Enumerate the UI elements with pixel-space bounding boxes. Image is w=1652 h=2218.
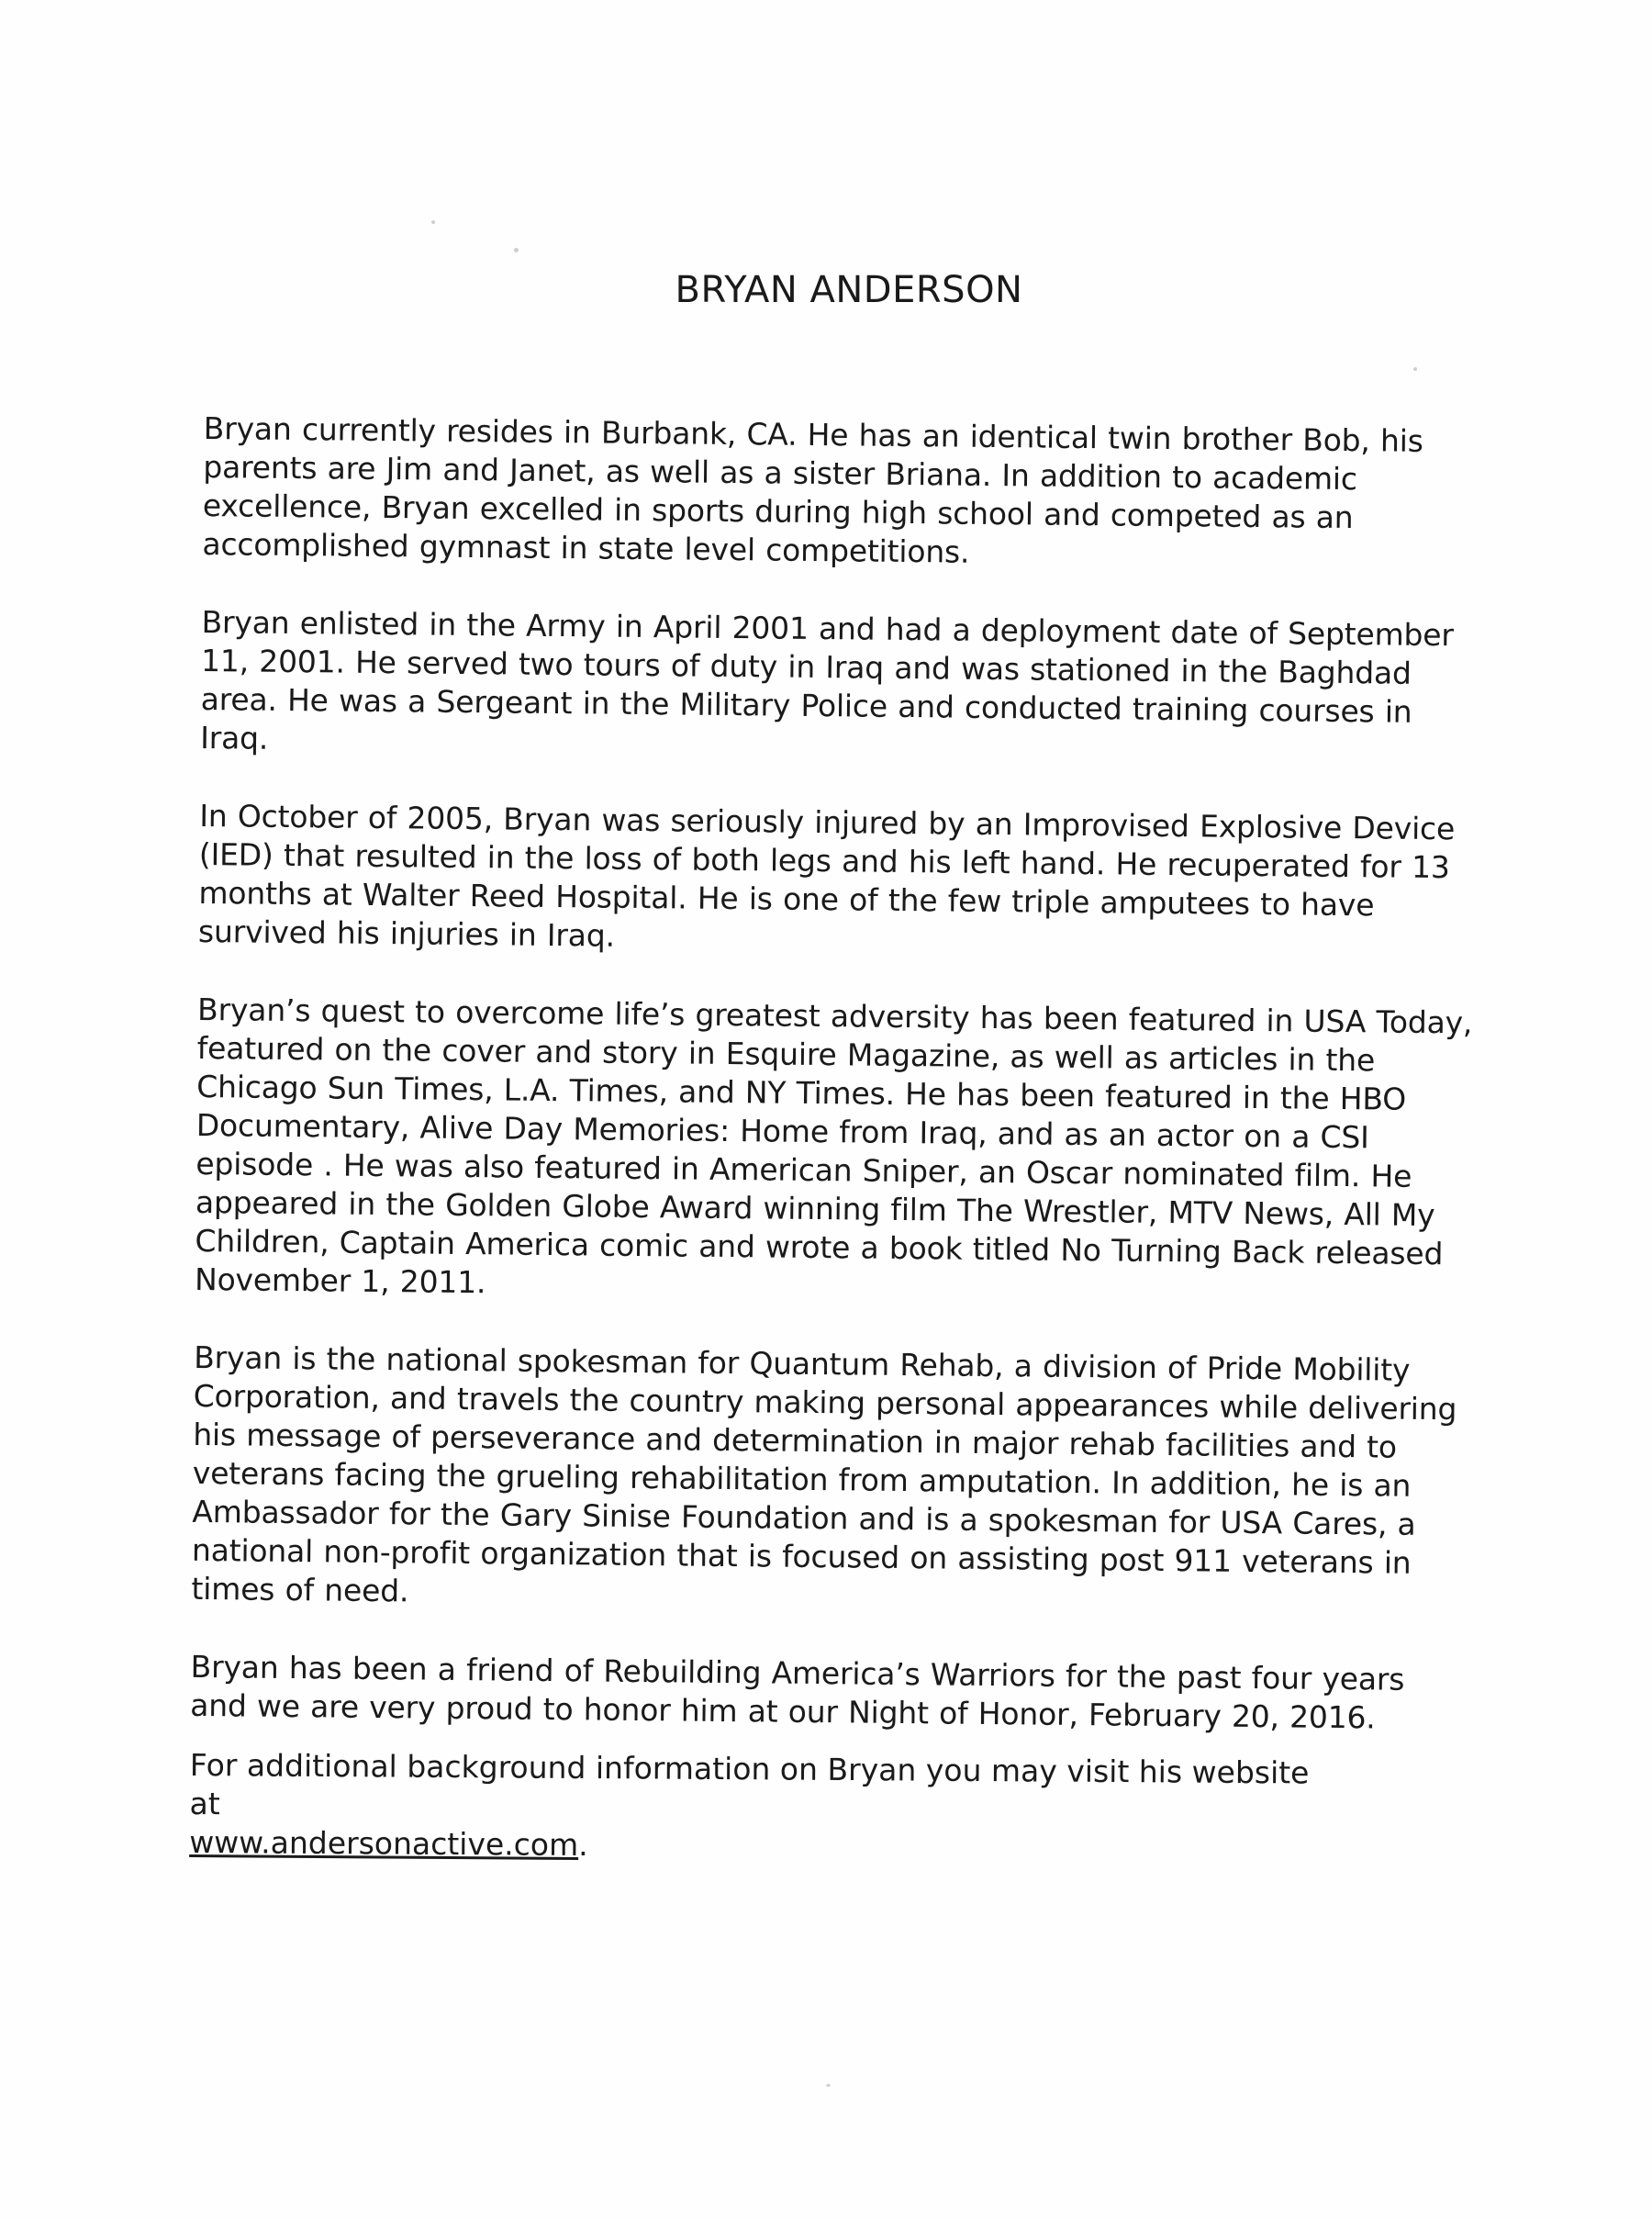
- paragraph-army-service: Bryan enlisted in the Army in April 2001 and had a deployment date of September 11, 2001. He served two tours of duty in Iraq and was stationed in the Baghdad area. He was a Sergeant in the Military Police and conducted training courses in Iraq.: [200, 603, 1454, 756]
- paragraph-injury: In October of 2005, Bryan was seriously injured by an Improvised Explosive Device (IED) that resulted in the loss of both legs and his left hand. He recuperated for 13 months at Walter Reed Hospital. He is one of the few triple amputees to have survived his injuries in Iraq.: [197, 797, 1456, 954]
- paragraph-spokesman: Bryan is the national spokesman for Quantum Rehab, a division of Pride Mobility Corporation, and travels the country making personal appearances while delivering his message of perseverance and determination in major rehab facilities and to veterans facing the grueling rehabilitation from amputation. In addition, he is an Ambassador for the Gary Sinise Foundation and is a spokesman for USA Cares, a national non-profit organization that is focused on assisting post 911 veterans in times of need.: [191, 1339, 1457, 1609]
- website-link[interactable]: www.andersonactive.com: [189, 1823, 579, 1863]
- paragraph-media-features: Bryan’s quest to overcome life’s greatest adversity has been featured in USA Today, featured on the cover and story in Esquire Magazine, as well as articles in the Chicago Sun Times, L.A. Times, and NY Times. He has been featured in the HBO Documentary, Alive Day Memories: Home from Iraq, and as an actor on a CSI episode . He was also featured in American Sniper, an Oscar nominated film. He appeared in the Golden Globe Award winning film The Wrestler, MTV News, All My Children, Captain America comic and wrote a book titled No Turning Back released November 1, 2011.: [194, 991, 1473, 1301]
- scan-speck: [826, 2084, 831, 2087]
- website-note: [189, 1746, 1337, 1870]
- paragraph-residence: Bryan currently resides in Burbank, CA. He has an identical twin brother Bob, his parents are Jim and Janet, as well as a sister Briana. In addition to academic excellence, Bryan excelled in sports during high school and competed as an accomplished gymnast in state level competitions.: [202, 409, 1423, 570]
- scan-speck: [514, 248, 519, 252]
- document-body: [190, 409, 1484, 1778]
- scan-speck: [1413, 367, 1417, 371]
- website-note-period: .: [578, 1826, 588, 1864]
- website-note-text: For additional background information on Bryan you may visit his website at: [189, 1747, 1310, 1822]
- paragraph-night-of-honor: Bryan has been a friend of Rebuilding America’s Warriors for the past four years and we are very proud to honor him at our Night of Honor, February 20, 2016.: [190, 1648, 1405, 1736]
- document-title: BRYAN ANDERSON: [675, 269, 1023, 311]
- scan-speck: [431, 220, 435, 224]
